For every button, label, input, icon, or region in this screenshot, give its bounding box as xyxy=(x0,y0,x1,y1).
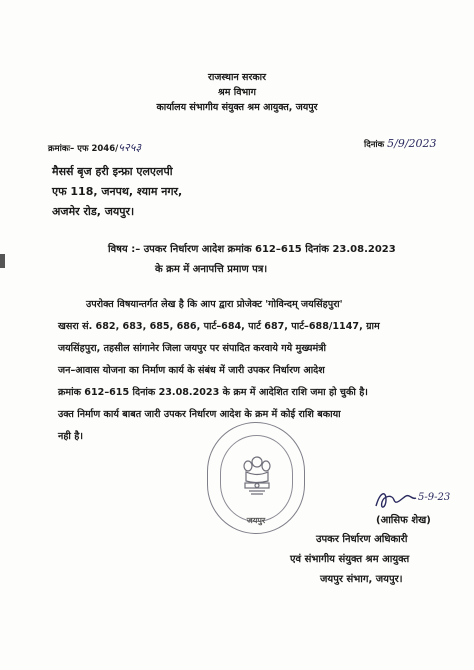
scan-edge-mark xyxy=(0,254,5,268)
date-label: दिनांक xyxy=(364,140,385,150)
body-line: नही है। xyxy=(58,431,83,442)
header-office: कार्यालय संभागीय संयुक्त श्रम आयुक्त, जयपुर xyxy=(156,102,318,113)
signatory-designation-2: एवं संभागीय संयुक्त श्रम आयुक्त xyxy=(290,554,410,565)
body-line: क्रमांक 612–615 दिनांक 23.08.2023 के क्रम में आदेशित राशि जमा हो चुकी है। xyxy=(58,387,368,398)
official-seal xyxy=(207,422,305,534)
signatory-name: (आसिफ शेख) xyxy=(376,515,431,526)
body-line: उक्त निर्माण कार्य बाबत जारी उपकर निर्धारण आदेश के क्रम में कोई राशि बकाया xyxy=(58,409,341,420)
header-government: राजस्थान सरकार xyxy=(208,72,266,83)
body-line: खसरा सं. 682, 683, 685, 686, पार्ट–684, पार्ट 687, पार्ट–688/1147, ग्राम xyxy=(58,321,380,332)
subject-line: विषय :– उपकर निर्धारण आदेश क्रमांक 612–615 दिनांक 23.08.2023 xyxy=(108,244,396,255)
subject-line: के क्रम में अनापत्ति प्रमाण पत्र। xyxy=(155,264,268,275)
signatory-designation: उपकर निर्धारण अधिकारी xyxy=(316,534,408,545)
body-line: जयसिंहपुरा, तहसील सांगानेर जिला जयपुर पर संपादित करवाये गये मुख्यमंत्री xyxy=(58,343,327,354)
state-emblem-icon xyxy=(237,453,277,499)
reference-handwritten-number: ५२५३ xyxy=(118,141,142,154)
signature-date: 5-9-23 xyxy=(418,492,451,503)
addressee-line: एफ 118, जनपथ, श्याम नगर, xyxy=(52,185,183,198)
body-line: जन–आवास योजना का निर्माण कार्य के संबंध में जारी उपकर निर्धारण आदेश xyxy=(58,365,325,376)
addressee-line: अजमेर रोड, जयपुर। xyxy=(52,205,135,218)
signatory-office: जयपुर संभाग, जयपुर। xyxy=(320,574,403,585)
header-department: श्रम विभाग xyxy=(218,87,256,98)
reference-number xyxy=(48,140,141,155)
reference-date xyxy=(364,137,437,150)
seal-city: जयपुर xyxy=(246,516,266,525)
addressee-line: मैसर्स बृज हरी इन्फ्रा एलएलपी xyxy=(52,165,173,178)
handwritten-signature xyxy=(372,486,420,514)
reference-label: क्रमांकः– एफ 2046/ xyxy=(48,144,119,154)
date-handwritten: 5/9/2023 xyxy=(387,137,437,150)
body-line: उपरोक्त विषयान्तर्गत लेख है कि आप द्वारा प्रोजेक्ट 'गोविन्दम् जयसिंहपुरा' xyxy=(86,299,343,310)
